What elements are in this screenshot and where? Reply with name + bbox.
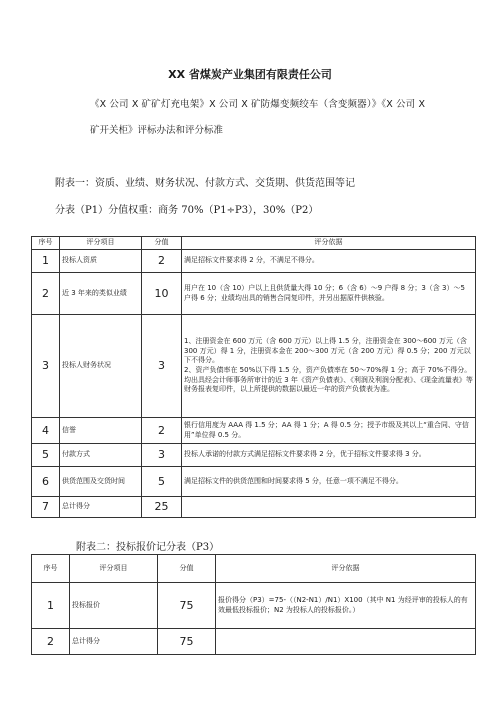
row-score: 25: [142, 497, 182, 518]
row-item: 近 3 年来的类似业绩: [60, 273, 142, 315]
row-score: 3: [142, 444, 182, 467]
annex2-heading: 附表二：投标报价记分表（P3）: [76, 542, 220, 553]
table-row: [32, 629, 476, 655]
doc-title-project: 《X 公司 X 矿矿灯充电架》X 公司 X 矿防爆变频绞车（含变频器）》《X 公司 X 矿开关柜》评标办法和评分标准: [90, 99, 425, 136]
header-basis: 评分依据: [216, 555, 476, 583]
table-header-row: [32, 237, 476, 250]
basis-line: 1、注册资金在 600 万元（含 600 万元）以上得 1.5 分，注册资金在 300～600 万元（含 300 万元）得 1 分，注册资本金在 200～300 万元（含 200 万元）得 0.5 分；200 万元以下不得分。: [184, 337, 471, 365]
basis-line: 2、资产负债率在 50%以下得 1.5 分，资产负债率在 50～70%得 1 分；高于 70%不得分。: [184, 366, 472, 374]
row-seq: 1: [32, 583, 70, 629]
header-item: 评分项目: [60, 237, 142, 250]
header-item: 评分项目: [70, 555, 158, 583]
row-item: 信誉: [60, 418, 142, 444]
row-score: 75: [158, 583, 216, 629]
row-seq: 7: [32, 497, 60, 518]
row-score: 2: [142, 250, 182, 273]
row-item: 供货范围及交货时间: [60, 467, 142, 497]
row-item: 付款方式: [60, 444, 142, 467]
row-seq: 5: [32, 444, 60, 467]
table-row: [32, 250, 476, 273]
table-row: [32, 273, 476, 315]
row-basis: 报价得分（P3）=75-（（N2-N1）/N1）X100（其中 N1 为经评审的投标人的有效最低投标报价；N2 为投标人的投标报价。）: [216, 583, 476, 629]
row-seq: 3: [32, 315, 60, 418]
row-basis: [182, 497, 476, 518]
row-seq: 6: [32, 467, 60, 497]
row-score: 3: [142, 315, 182, 418]
row-score: 10: [142, 273, 182, 315]
header-score: 分值: [142, 237, 182, 250]
scoring-table-annex1: [31, 236, 476, 518]
row-item: 投标人资质: [60, 250, 142, 273]
row-seq: 4: [32, 418, 60, 444]
row-seq: 1: [32, 250, 60, 273]
table-row: [32, 418, 476, 444]
row-basis: 银行信用度为 AAA 得 1.5 分；AA 得 1 分；A 得 0.5 分；授予市级及其以上“重合同、守信用”单位得 0.5 分。: [182, 418, 476, 444]
doc-title-company: XX 省煤炭产业集团有限责任公司: [168, 68, 332, 81]
row-item: 投标报价: [70, 583, 158, 629]
row-seq: 2: [32, 629, 70, 655]
table-header-row: [32, 555, 476, 583]
header-seq: 序号: [32, 555, 70, 583]
row-basis: 投标人承诺的付款方式满足招标文件要求得 2 分，优于招标文件要求得 3 分。: [182, 444, 476, 467]
row-basis: 用户在 10（含 10）户以上且供货量大得 10 分；6（含 6）～9 户得 8 分；3（含 3）～5 户得 6 分；业绩均出具的销售合同复印件，并另出据原件供核验。: [182, 273, 476, 315]
table-row: [32, 315, 476, 418]
row-basis: [216, 629, 476, 655]
row-score: 75: [158, 629, 216, 655]
row-basis: 满足招标文件的供货范围和时间要求得 5 分，任意一项不满足不得分。: [182, 467, 476, 497]
table-row: [32, 497, 476, 518]
row-item: 总计得分: [60, 497, 142, 518]
row-item: 投标人财务状况: [60, 315, 142, 418]
row-seq: 2: [32, 273, 60, 315]
table-row: [32, 467, 476, 497]
row-basis: 满足招标文件要求得 2 分，不满足不得分。: [182, 250, 476, 273]
header-score: 分值: [158, 555, 216, 583]
table-row: [32, 444, 476, 467]
annex1-heading-line2: 分表（P1）分值权重：商务 70%（P1÷P3），30%（P2）: [55, 205, 319, 216]
table-row: [32, 583, 476, 629]
scoring-table-annex2: [31, 554, 476, 655]
header-seq: 序号: [32, 237, 60, 250]
basis-line: 均出具经会计师事务所审计的近 3 年《资产负债表》、《利润及利润分配表》、《现金流量表》等财务报表复印件，以上所提供的数据以最近一年的资产负债表为准。: [184, 375, 473, 394]
row-basis: [182, 315, 476, 418]
annex1-heading-line1: 附表一：资质、业绩、财务状况、付款方式、交货期、供货范围等记: [55, 178, 355, 189]
row-item: 总计得分: [70, 629, 158, 655]
header-basis: 评分依据: [182, 237, 476, 250]
row-score: 2: [142, 418, 182, 444]
row-score: 5: [142, 467, 182, 497]
